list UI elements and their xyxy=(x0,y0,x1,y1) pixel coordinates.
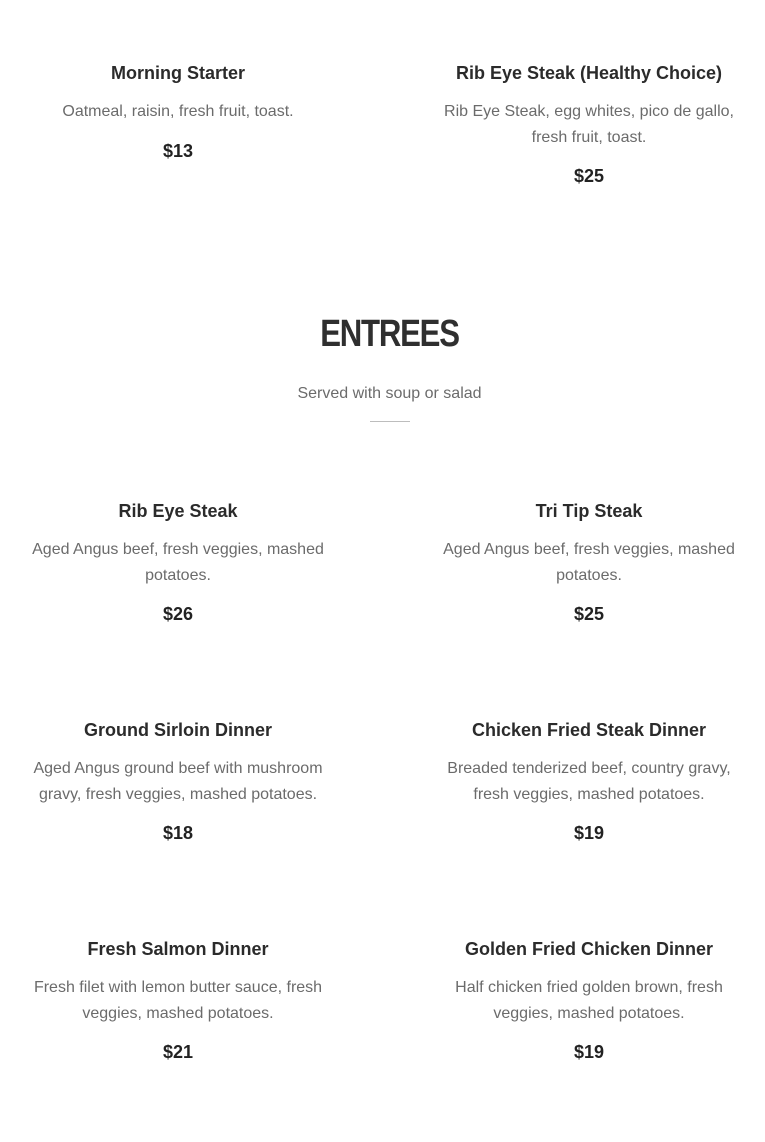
section-divider xyxy=(370,421,410,422)
menu-item-price: $26 xyxy=(162,604,194,624)
menu-item-name: Golden Fried Chicken Dinner xyxy=(464,939,714,959)
menu-item-description: Aged Angus beef, fresh veggies, mashed potatoes. xyxy=(32,541,324,584)
menu-item-price: $25 xyxy=(573,604,605,624)
menu-item-price: $25 xyxy=(573,166,605,186)
menu-item-name: Rib Eye Steak xyxy=(118,501,238,521)
menu-item-description: Fresh filet with lemon butter sauce, fresh veggies, mashed potatoes. xyxy=(33,979,323,1022)
menu-item-name: Ground Sirloin Dinner xyxy=(84,720,272,740)
menu-item-golden-fried-chicken-dinner xyxy=(439,938,739,1063)
menu-item-rib-eye-steak xyxy=(28,500,328,625)
menu-item-tri-tip-steak xyxy=(439,500,739,625)
section-subtitle: Served with soup or salad xyxy=(297,385,482,402)
menu-item-price: $13 xyxy=(162,140,194,161)
menu-item-name: Morning Starter xyxy=(110,63,245,83)
menu-item-description: Aged Angus beef, fresh veggies, mashed potatoes. xyxy=(443,541,735,584)
menu-item-price: $19 xyxy=(573,1042,605,1062)
menu-item-name: Fresh Salmon Dinner xyxy=(87,939,269,959)
menu-item-chicken-fried-steak-dinner xyxy=(439,719,739,844)
menu-item-fresh-salmon-dinner xyxy=(28,938,328,1063)
entrees-section-header xyxy=(0,310,765,422)
menu-item-description: Rib Eye Steak, egg whites, pico de gallo, fresh fruit, toast. xyxy=(444,103,734,146)
menu-item-description: Oatmeal, raisin, fresh fruit, toast. xyxy=(62,103,294,120)
menu-item-name: Rib Eye Steak (Healthy Choice) xyxy=(455,63,723,83)
menu-item-ground-sirloin-dinner xyxy=(28,719,328,844)
menu-item-name: Chicken Fried Steak Dinner xyxy=(471,720,707,740)
menu-item-price: $19 xyxy=(573,823,605,843)
menu-item-name: Tri Tip Steak xyxy=(535,501,643,521)
menu-item-price: $21 xyxy=(162,1042,194,1062)
menu-item-price: $18 xyxy=(162,823,194,843)
menu-item-rib-eye-healthy xyxy=(439,62,739,187)
menu-item-morning-starter xyxy=(28,62,328,162)
section-title: ENTREES xyxy=(320,313,459,355)
menu-item-description: Half chicken fried golden brown, fresh veggies, mashed potatoes. xyxy=(455,979,723,1022)
menu-item-description: Breaded tenderized beef, country gravy, fresh veggies, mashed potatoes. xyxy=(447,760,731,803)
menu-item-description: Aged Angus ground beef with mushroom gravy, fresh veggies, mashed potatoes. xyxy=(33,760,323,803)
